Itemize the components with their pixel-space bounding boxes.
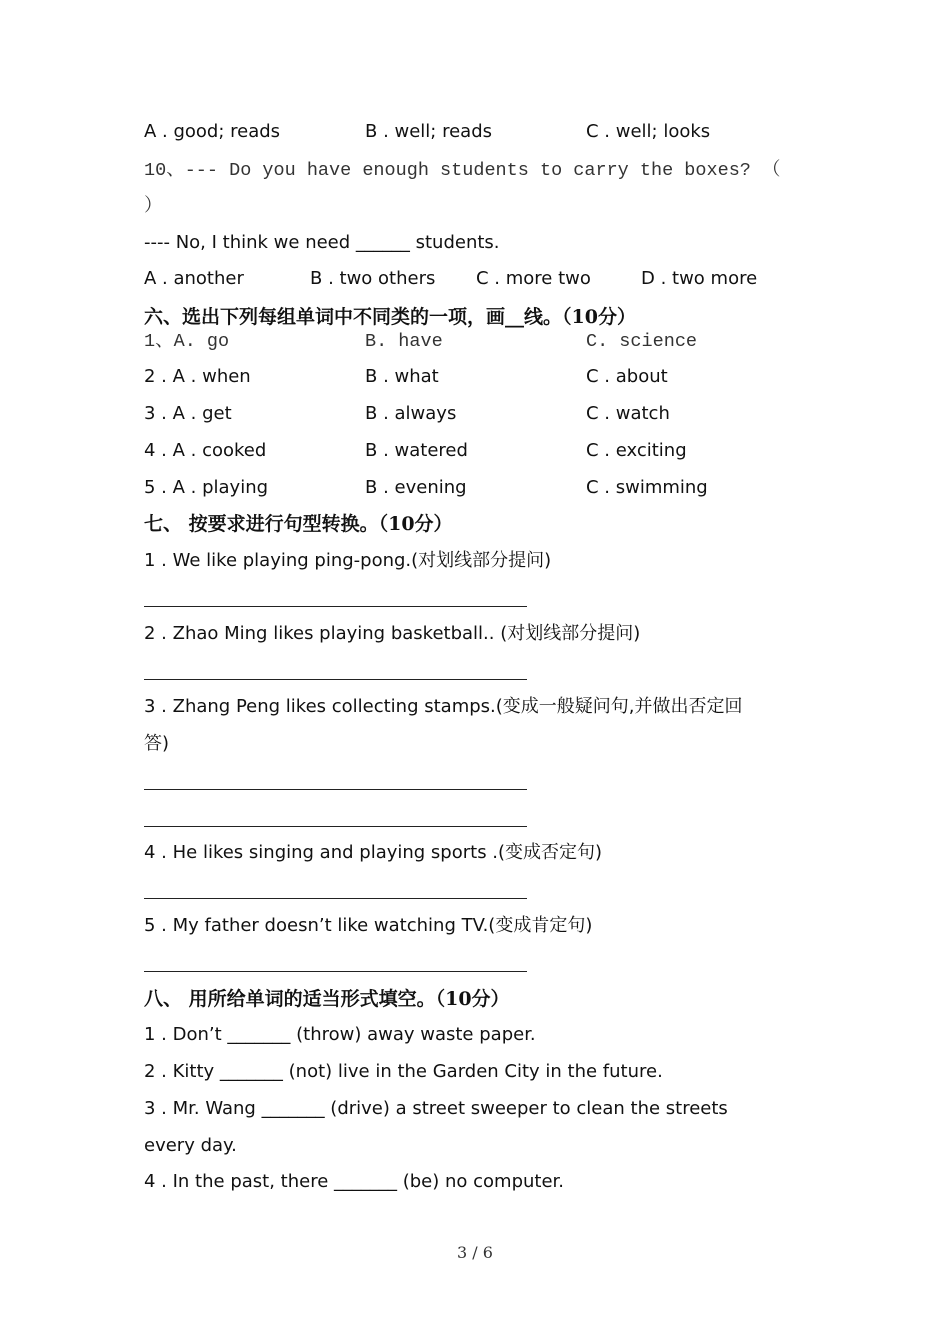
item-1: 1 . We like playing ping-pong.(对划线部分提问) — [144, 550, 552, 571]
section-heading: 八、 用所给单词的适当形式填空。（10分） — [144, 988, 510, 1010]
item-3-cont: 答) — [144, 733, 170, 754]
row-2-a: 2 . A . when — [144, 366, 251, 387]
option-c: C . well; looks — [586, 121, 711, 142]
item-4: 4 . In the past, there _______ (be) no computer. — [144, 1171, 565, 1192]
option-a: A . good; reads — [144, 121, 281, 142]
question-text: 10、--- Do you have enough students to carry the boxes? （ — [144, 160, 781, 181]
page-number: 3 / 6 — [457, 1243, 493, 1262]
answer-blank[interactable] — [144, 971, 527, 972]
item-3: 3 . Zhang Peng likes collecting stamps.(变成一般疑问句,并做出否定回 — [144, 696, 743, 717]
answer-blank[interactable] — [144, 898, 527, 899]
row-2-b: B . what — [365, 366, 439, 387]
row-4-a: 4 . A . cooked — [144, 440, 267, 461]
row-1-c: C. science — [586, 331, 698, 352]
option-c: C . more two — [476, 268, 591, 289]
row-1-b: B. have — [365, 331, 443, 352]
item-1: 1 . Don’t _______ (throw) away waste paper. — [144, 1024, 536, 1045]
option-b: B . well; reads — [365, 121, 493, 142]
item-2: 2 . Kitty _______ (not) live in the Garden City in the future. — [144, 1061, 663, 1082]
section-heading: 七、 按要求进行句型转换。（10分） — [144, 513, 453, 535]
option-a: A . another — [144, 268, 244, 289]
option-d: D . two more — [641, 268, 758, 289]
item-3: 3 . Mr. Wang _______ (drive) a street sweeper to clean the streets — [144, 1098, 728, 1119]
row-1-a: 1、A. go — [144, 331, 230, 352]
row-3-b: B . always — [365, 403, 457, 424]
row-5-c: C . swimming — [586, 477, 708, 498]
answer-blank[interactable] — [144, 826, 527, 827]
row-2-c: C . about — [586, 366, 668, 387]
row-5-a: 5 . A . playing — [144, 477, 269, 498]
option-b: B . two others — [310, 268, 436, 289]
answer-paren: ） — [144, 196, 163, 217]
row-3-c: C . watch — [586, 403, 670, 424]
row-3-a: 3 . A . get — [144, 403, 232, 424]
answer-blank[interactable] — [144, 789, 527, 790]
answer-blank[interactable] — [144, 679, 527, 680]
answer-blank[interactable] — [144, 606, 527, 607]
row-4-c: C . exciting — [586, 440, 687, 461]
row-5-b: B . evening — [365, 477, 467, 498]
item-2: 2 . Zhao Ming likes playing basketball.. (对划线部分提问) — [144, 623, 641, 644]
row-4-b: B . watered — [365, 440, 468, 461]
answer-line: ---- No, I think we need ______ students. — [144, 232, 500, 253]
item-4: 4 . He likes singing and playing sports .(变成否定句) — [144, 842, 603, 863]
section-heading: 六、选出下列每组单词中不同类的一项，画__线。（10分） — [144, 306, 636, 328]
item-3-cont: every day. — [144, 1135, 237, 1156]
item-5: 5 . My father doesn’t like watching TV.(变成肯定句) — [144, 915, 593, 936]
